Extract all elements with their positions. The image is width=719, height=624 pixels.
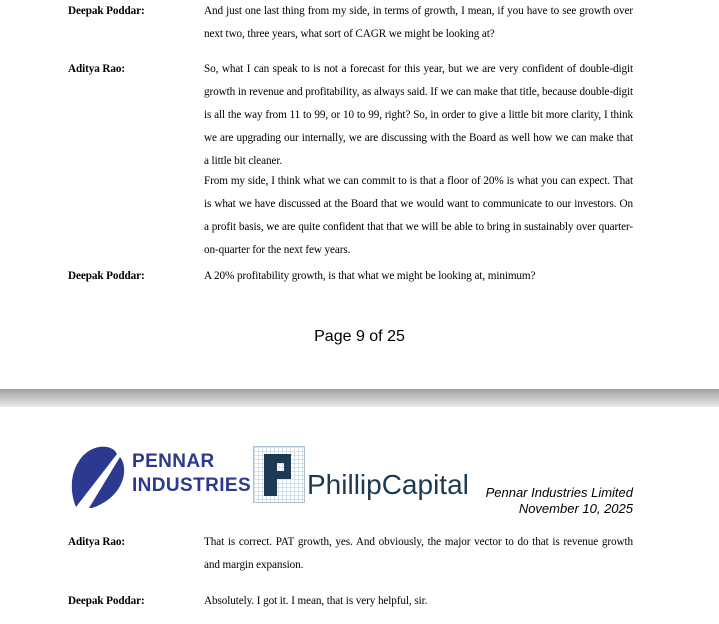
- speech-paragraph: From my side, I think what we can commit to is that a floor of 20% is what you can expect. That is what we have discussed at the Board that we would want to communicate to our investors. On a profit basis, we are quite confident that that we will be able to bring in sustainably over quarter-on-quarter for the next few years.: [204, 175, 633, 256]
- speech-paragraph: That is correct. PAT growth, yes. And obviously, the major vector to do that is revenue growth and margin expansion.: [204, 536, 633, 571]
- speaker-name: Aditya Rao:: [68, 536, 126, 548]
- pennar-wordmark-line2: INDUSTRIES: [132, 475, 252, 496]
- speech-paragraph: And just one last thing from my side, in terms of growth, I mean, if you have to see growth over next two, three years, what sort of CAGR we might be looking at?: [204, 5, 633, 40]
- phillipcapital-wordmark: PhillipCapital: [307, 469, 469, 500]
- pennar-wordmark-line1: PENNAR: [132, 451, 215, 472]
- speech-paragraph: A 20% profitability growth, is that what we might be looking at, minimum?: [204, 270, 536, 282]
- phillipcapital-monogram-icon: [253, 446, 305, 503]
- document-header-info: [486, 485, 633, 517]
- page-number: Page 9 of 25: [314, 328, 405, 345]
- speech-paragraph: So, what I can speak to is not a forecast for this year, but we are very confident of double-digit growth in revenue and profitability, as always said. If we can make that title, because double-digit is all the way from 11 to 99, or 10 to 99, right? So, in order to give a little bit more clarity, I think we are upgrading our internally, we are discussing with the Board as well how we can make that a little bit cleaner.: [204, 63, 633, 167]
- document-date: November 10, 2025: [518, 501, 633, 516]
- speech-paragraph: Absolutely. I got it. I mean, that is very helpful, sir.: [204, 595, 428, 607]
- speaker-name: Deepak Poddar:: [68, 270, 145, 282]
- speaker-name: Aditya Rao:: [68, 63, 126, 75]
- company-name: Pennar Industries Limited: [485, 485, 633, 500]
- pennar-industries-wordmark: [132, 450, 251, 498]
- speaker-name: Deepak Poddar:: [68, 595, 145, 607]
- phillip-p-glyph: [264, 454, 294, 496]
- speaker-name: Deepak Poddar:: [68, 5, 145, 17]
- pennar-swoosh-icon: [70, 446, 126, 508]
- page-separator: [0, 389, 719, 407]
